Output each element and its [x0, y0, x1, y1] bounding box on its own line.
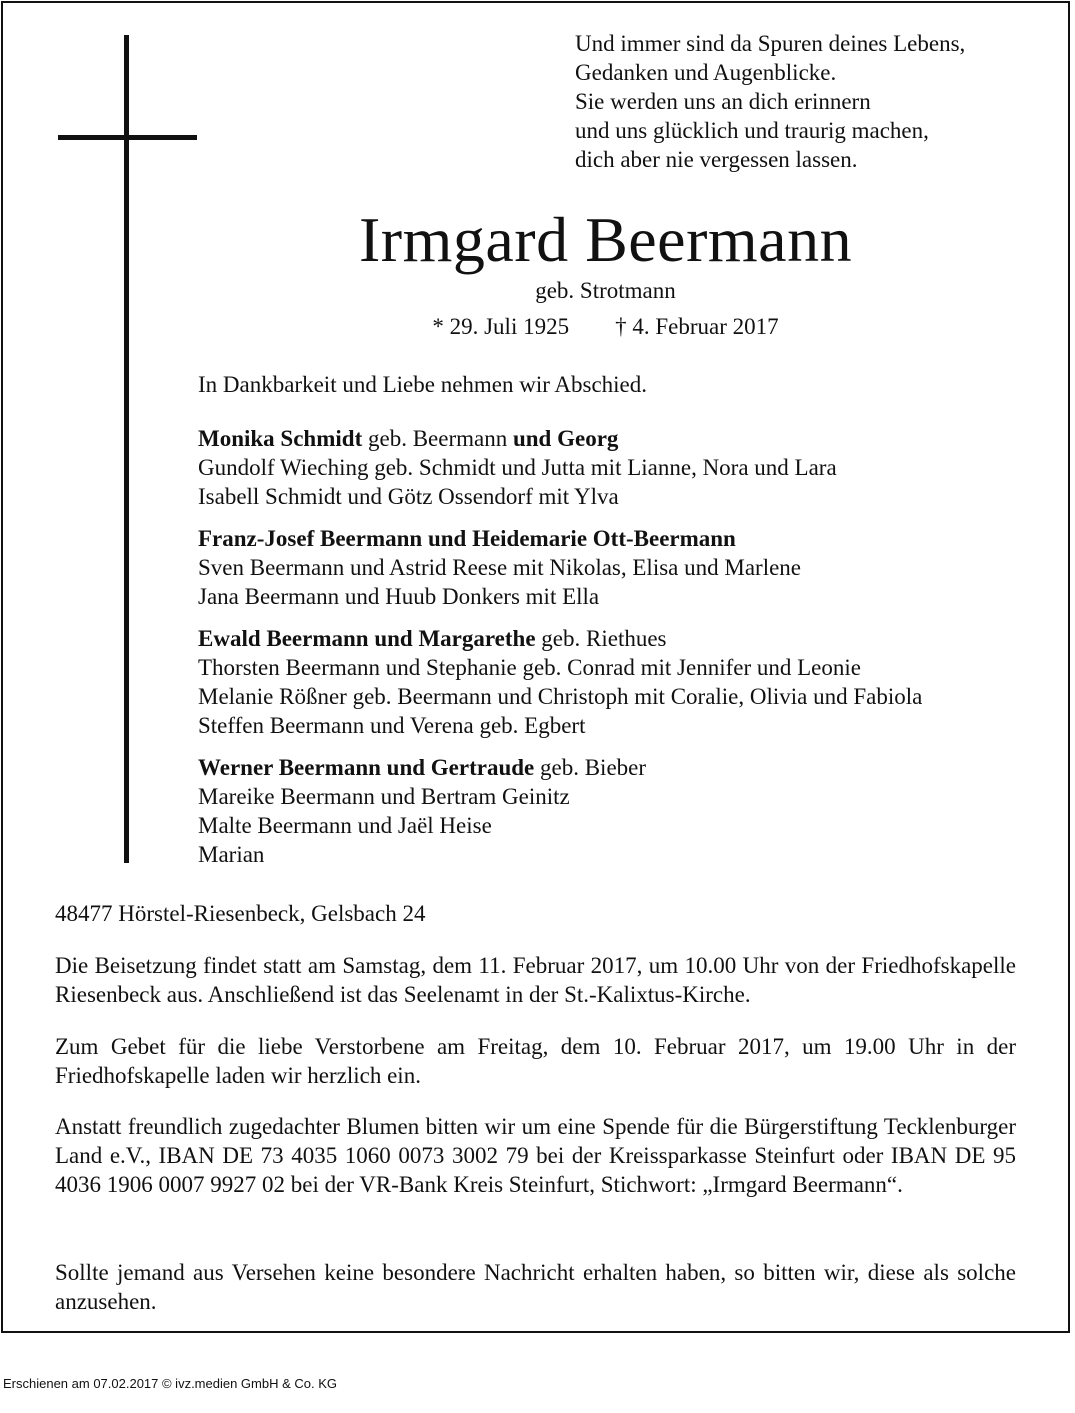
family-member: Sven Beermann und Astrid Reese mit Nikolas, Elisa und Marlene: [198, 555, 801, 580]
mourning-address: 48477 Hörstel-Riesenbeck, Gelsbach 24: [55, 901, 426, 926]
poem-line: Sie werden uns an dich erinnern: [575, 89, 871, 114]
prayer-info: Zum Gebet für die liebe Verstorbene am Freitag, dem 10. Februar 2017, um 19.00 Uhr in der Friedhofskapelle laden wir herzlich ein.: [55, 1034, 1016, 1088]
notification-notice: Sollte jemand aus Versehen keine besondere Nachricht erhalten haben, so bitten wir, diese als solche anzusehen.: [55, 1260, 1016, 1314]
farewell-line: In Dankbarkeit und Liebe nehmen wir Abschied.: [198, 372, 648, 397]
deceased-born-name: geb. Strotmann: [535, 278, 676, 303]
poem-line: und uns glücklich und traurig machen,: [575, 118, 929, 143]
family-group: [198, 624, 922, 740]
family-member: Gundolf Wieching geb. Schmidt und Jutta mit Lianne, Nora und Lara: [198, 455, 837, 480]
mourners-list: [198, 424, 922, 882]
family-head: Monika Schmidt geb. Beermann und Georg: [198, 426, 619, 451]
family-member: Isabell Schmidt und Götz Ossendorf mit Ylva: [198, 484, 619, 509]
family-member: Thorsten Beermann und Stephanie geb. Conrad mit Jennifer und Leonie: [198, 655, 861, 680]
family-head: Franz-Josef Beermann und Heidemarie Ott-Beermann: [198, 526, 736, 551]
publication-footer: Erschienen am 07.02.2017 © ivz.medien GmbH & Co. KG: [3, 1376, 338, 1391]
life-dates: [200, 312, 1011, 342]
birth-date: * 29. Juli 1925: [432, 314, 570, 339]
poem-line: dich aber nie vergessen lassen.: [575, 147, 858, 172]
family-member: Melanie Rößner geb. Beermann und Christoph mit Coralie, Olivia und Fabiola: [198, 684, 923, 709]
family-member: Jana Beermann und Huub Donkers mit Ella: [198, 584, 600, 609]
family-head: Ewald Beermann und Margarethe geb. Riethues: [198, 626, 667, 651]
cross-icon-horizontal: [58, 135, 197, 140]
family-group: [198, 424, 922, 511]
deceased-name: Irmgard Beermann: [358, 204, 853, 275]
family-member: Marian: [198, 842, 265, 867]
cross-icon-vertical: [124, 35, 129, 863]
family-member: Malte Beermann und Jaël Heise: [198, 813, 492, 838]
donation-info: Anstatt freundlich zugedachter Blumen bitten wir um eine Spende für die Bürgerstiftung Tecklenburger Land e.V., IBAN DE 73 4035 1060 0073 3002 79 bei der Kreissparkasse Steinfurt oder IBAN DE 95 4036 1906 0007 9927 02 bei der VR-Bank Kreis Steinfurt, Stichwort: „Irmgard Beermann“.: [55, 1114, 1016, 1197]
family-member: Mareike Beermann und Bertram Geinitz: [198, 784, 570, 809]
poem-line: Und immer sind da Spuren deines Lebens,: [575, 31, 966, 56]
funeral-info: Die Beisetzung findet statt am Samstag, dem 11. Februar 2017, um 10.00 Uhr von der Friedhofskapelle Riesenbeck aus. Anschließend ist das Seelenamt in der St.-Kalixtus-Kirche.: [55, 953, 1016, 1007]
poem-line: Gedanken und Augenblicke.: [575, 60, 837, 85]
death-date: † 4. Februar 2017: [615, 314, 779, 339]
memorial-poem: [575, 29, 965, 174]
family-head: Werner Beermann und Gertraude geb. Bieber: [198, 755, 647, 780]
family-member: Steffen Beermann und Verena geb. Egbert: [198, 713, 586, 738]
family-group: [198, 524, 922, 611]
family-group: [198, 753, 922, 869]
